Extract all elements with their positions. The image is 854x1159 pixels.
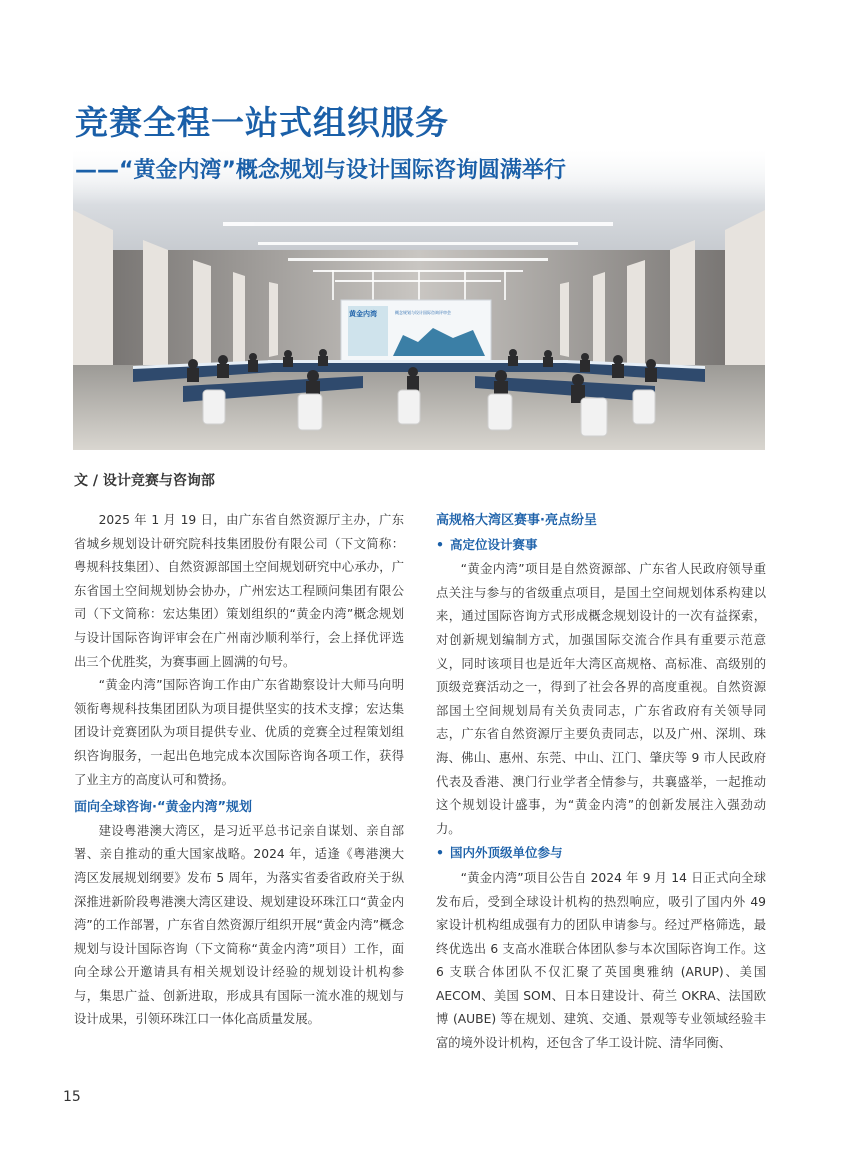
left-column: [74, 509, 404, 1032]
screen-title: 黄金内湾: [349, 310, 377, 318]
article-title: 竞赛全程一站式组织服务: [75, 103, 449, 142]
section-heading-highlights: 高规格大湾区赛事·亮点纷呈: [436, 513, 597, 528]
paragraph-participants: “黄金内湾”项目公告自 2024 年 9 月 14 日正式向全球发布后，受到全球设计机构的热烈响应，吸引了国内外 49 家设计机构组成强有力的团队申请参与。经过严格筛选，最终优选出 6 支高水准联合体团队参与本次国际咨询工作。这 6 支联合体团队不仅汇聚了英国奥雅纳 (ARUP)、美国 AECOM、美国 SOM、日本日建设计、荷兰 OKRA、法国欧博 (AUBE) 等在规划、建筑、交通、景观等专业领域经验丰富的境外设计机构，还包含了华工设计院、清华同衡、: [436, 870, 766, 1051]
paragraph-strategy: 建设粤港澳大湾区，是习近平总书记亲自谋划、亲自部署、亲自推动的重大国家战略。2024 年，适逢《粤港澳大湾区发展规划纲要》发布 5 周年，为落实省委省政府关于纵深推进新阶段粤港澳大湾区建设、规划建设环珠江口“黄金内湾”的工作部署，广东省自然资源厅组织开展“黄金内湾”概念规划与设计国际咨询（下文简称“黄金内湾”项目）工作，面向全球公开邀请具有相关规划设计经验的规划设计机构参与，集思广益、创新进取，形成具有国际一流水准的规划与设计成果，引领环珠江口一体化高质量发展。: [74, 823, 404, 1027]
byline: 文 / 设计竞赛与咨询部: [74, 473, 215, 489]
right-column: [436, 509, 766, 1056]
subheading-positioning: [436, 533, 766, 557]
article-subtitle: ——“黄金内湾”概念规划与设计国际咨询圆满举行: [75, 158, 566, 183]
subheading-participants-label: 国内外顶级单位参与: [450, 845, 563, 861]
paragraph-intro: 2025 年 1 月 19 日，由广东省自然资源厅主办，广东省城乡规划设计研究院科技集团股份有限公司（下文简称：粤规科技集团）、自然资源部国土空间规划研究中心承办，广东省国土空间规划协会协办，广州宏达工程顾问集团有限公司（下文简称：宏达集团）策划组织的“黄金内湾”概念规划与设计国际咨询评审会在广州南沙顺利举行，会上择优评选出三个优胜奖，为赛事画上圆满的句号。: [74, 513, 404, 669]
paragraph-team: “黄金内湾”国际咨询工作由广东省勘察设计大师马向明领衔粤规科技集团团队为项目提供坚实的技术支撑；宏达集团设计竞赛团队为项目提供专业、优质的竞赛全过程策划组织咨询服务，一起出色地完成本次国际咨询各项工作，获得了业主方的高度认可和赞扬。: [74, 678, 404, 787]
conference-photo: [73, 150, 765, 450]
subheading-participants: [436, 841, 766, 865]
section-heading-global: 面向全球咨询·“黄金内湾”规划: [74, 800, 253, 816]
screen-subtitle: 概念规划与设计国际咨询评审会: [395, 310, 451, 315]
bullet-icon: •: [436, 536, 444, 552]
bullet-icon: •: [436, 845, 444, 861]
subheading-positioning-label: 高定位设计赛事: [450, 536, 538, 552]
page-number: 15: [63, 1089, 81, 1105]
paragraph-positioning: “黄金内湾”项目是自然资源部、广东省人民政府领导重点关注与参与的省级重点项目，是国土空间规划体系构建以来，通过国际咨询方式形成概念规划设计的一次有益探索，对创新规划编制方式，加强国际交流合作具有重要示范意义，同时该项目也是近年大湾区高规格、高标准、高级别的顶级竞赛活动之一，得到了社会各界的高度重视。自然资源部国土空间规划局有关负责同志，广东省政府有关领导同志，广东省自然资源厅主要负责同志，以及广州、深圳、珠海、佛山、惠州、东莞、中山、江门、肇庆等 9 市人民政府代表及香港、澳门行业学者全情参与，共襄盛举，一起推动这个规划设计盛事，为“黄金内湾”的创新发展注入强劲动力。: [436, 562, 766, 836]
